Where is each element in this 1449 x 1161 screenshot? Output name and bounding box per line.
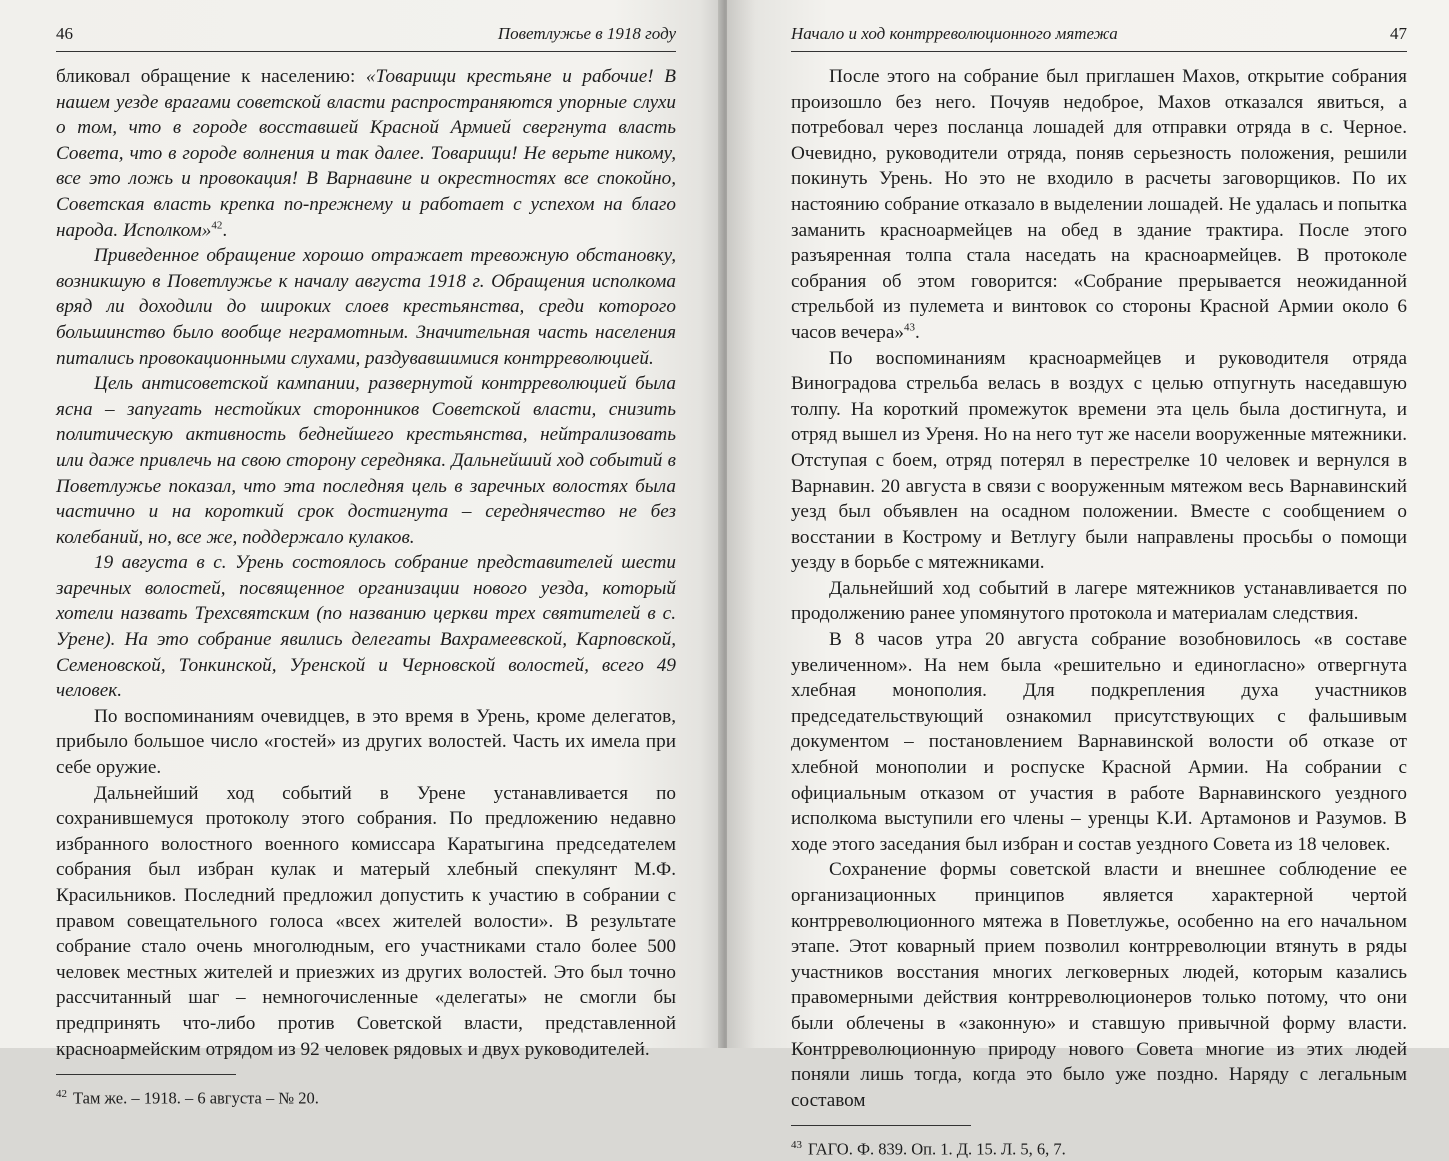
footnote-number: 42 — [56, 1088, 67, 1101]
footnote-number: 43 — [791, 1139, 802, 1152]
page-number: 47 — [1390, 24, 1407, 43]
paragraph: Дальнейший ход событий в Урене устанавливается по сохранившемуся протоколу этого собрания. По предложению недавно избранного волостного военного комиссара Каратыгина председателем собрания был избран кулак и матерый хлебный спекулянт М.Ф. Красильников. Последний предложил допустить к участию в собрании с правом совещательного голоса «всех жителей волости». В результате собрание стало очень многолюдным, его участниками стало более 500 человек местных жителей и приезжих из других волостей. Это был точно рассчитанный шаг – немногочисленные «делегаты» не смогли бы предпринять что-либо против Советской власти, представленной красноармейским отрядом из 92 человек рядовых и двух руководителей. — [56, 782, 676, 1060]
paragraph-text: После этого на собрание был приглашен Махов, открытие собрания произошло без него. Почуяв недоброе, Махов отказался явиться, а потребовал через посланца лошадей для отправки отряда в с. Черное. Очевидно, руководители отряда, поняв серьезность положения, решили покинуть Урень. Но это не входило в расчеты заговорщиков. По их настоянию собрание отказало в выделении лошадей. Не удалась и попытка заманить красноармейцев на обед в здание трактира. После этого разъяренная толпа стала наседать на красноармейцев. В протоколе собрания об этом говорится: «Собрание прерывается неожиданной стрельбой из пулемета и винтовок со стороны Красной Армии около 6 часов вечера» — [791, 66, 1407, 343]
running-header — [56, 24, 676, 52]
paragraph — [56, 64, 676, 243]
paragraph-text: бликовал обращение к населению: — [56, 66, 366, 87]
running-header — [791, 24, 1407, 52]
paragraph: По воспоминаниям красноармейцев и руководителя отряда Виноградова стрельба велась в воздух с целью отпугнуть наседавшую толпу. На короткий промежуток времени эта цель была достигнута, и отряд вышел из Уреня. Но на него тут же насели вооруженные мятежники. Отступая с боем, отряд потерял в перестрелке 10 человек и вернулся в Варнавин. 20 августа в связи с вооруженным мятежом весь Варнавинский уезд был объявлен на осадном положении. Вместе с сообщением о восстании в Кострому и Ветлугу были направлены просьбы о помощи уезду в борьбе с мятежниками. — [791, 347, 1407, 574]
paragraph: В 8 часов утра 20 августа собрание возобновилось «в составе увеличенном». На нем была «решительно и единогласно» отвергнута хлебная монополия. Для подкрепления духа участников председательствующий ознакомил присутствующих с фальшивым документом – постановлением Варнавинской волости об отказе от хлебной монополии и роспуске Красной Армии. На собрании с официальным отказом от участия в работе Варнавинского уездного исполкома выступили его члены – уренцы К.И. Артамонов и Разумов. В ходе этого заседания был избран и состав уездного Совета из 18 человек. — [791, 629, 1407, 855]
page-body — [56, 64, 676, 1062]
footnote-rule — [56, 1074, 236, 1075]
paragraph — [791, 64, 1407, 346]
page-number: 46 — [56, 24, 73, 43]
paragraph-text: . — [915, 321, 920, 343]
running-title: Поветлужье в 1918 году — [497, 24, 676, 43]
quoted-appeal: «Товарищи крестьяне и рабочие! В нашем уезде врагами советской власти распространяются упорные слухи о том, что в городе восставшей Красной Армией свергнута власть Совета, что в городе волнения и так далее. Товарищи! Не верьте никому, все это ложь и провокация! В Варнавине и окрестностях все спокойно, Советская власть крепка по-прежнему и работает с успехом на благо народа. Исполком» — [56, 66, 676, 241]
footnote-text: Там же. – 1918. – 6 августа – № 20. — [73, 1088, 319, 1108]
paragraph: Цель антисоветской кампании, развернутой контрреволюцией была ясна – запугать нестойких сторонников Советской власти, снизить политическую активность беднейшего крестьянства, нейтрализовать или даже привлечь на свою сторону середняка. Дальнейший ход событий в Поветлужье показал, что эта последняя цель в заречных волостях была частично и на короткий срок достигнута – середнячество не без колебаний, но, все же, поддержало кулаков. — [56, 373, 676, 548]
footnote — [56, 1083, 676, 1110]
paragraph: Сохранение формы советской власти и внешнее соблюдение ее организационных принципов является характерной чертой контрреволюционного мятежа в Поветлужье, особенно на его начальном этапе. Этот коварный прием позволил контрреволюции втянуть в ряды участников восстания многих легковерных людей, которым казались правомерными действия контрреволюционеров только потому, что они были облечены в «законную» и ставшую привычной форму власти. Контрреволюционную природу нового Совета многие из этих людей поняли лишь тогда, когда это было уже поздно. Наряду с легальным составом — [791, 859, 1407, 1111]
right-page — [727, 0, 1449, 1159]
footnote-text: ГАГО. Ф. 839. Оп. 1. Д. 15. Л. 5, 6, 7. — [808, 1139, 1066, 1159]
paragraph: Приведенное обращение хорошо отражает тревожную обстановку, возникшую в Поветлужье к началу августа 1918 г. Обращения исполкома вряд ли доходили до широких слоев крестьянства, среди которого большинство было вообще неграмотным. Значительная часть населения питались провокационными слухами, раздувавшимися контрреволюцией. — [56, 245, 676, 369]
footnote-ref: 42 — [211, 219, 223, 232]
footnote — [791, 1134, 1407, 1161]
left-page — [0, 0, 722, 1108]
page-body — [791, 64, 1407, 1113]
running-title: Начало и ход контрреволюционного мятежа — [791, 24, 1118, 43]
paragraph: Дальнейший ход событий в лагере мятежников устанавливается по продолжению ранее упомянутого протокола и материалам следствия. — [791, 577, 1407, 625]
paragraph: По воспоминаниям очевидцев, в это время в Урень, кроме делегатов, прибыло большое число «гостей» из других волостей. Часть их имела при себе оружие. — [56, 705, 676, 779]
footnote-rule — [791, 1125, 971, 1126]
footnote-ref: 43 — [904, 321, 915, 334]
paragraph-text: . — [222, 219, 228, 241]
paragraph: 19 августа в с. Урень состоялось собрание представителей шести заречных волостей, посвященное организации нового уезда, который хотели назвать Трехсвятским (по названию церкви трех святителей в с. Урене). На это собрание явились делегаты Вахрамеевской, Карповской, Семеновской, Тонкинской, Уренской и Черновской волостей, всего 49 человек. — [56, 552, 676, 702]
